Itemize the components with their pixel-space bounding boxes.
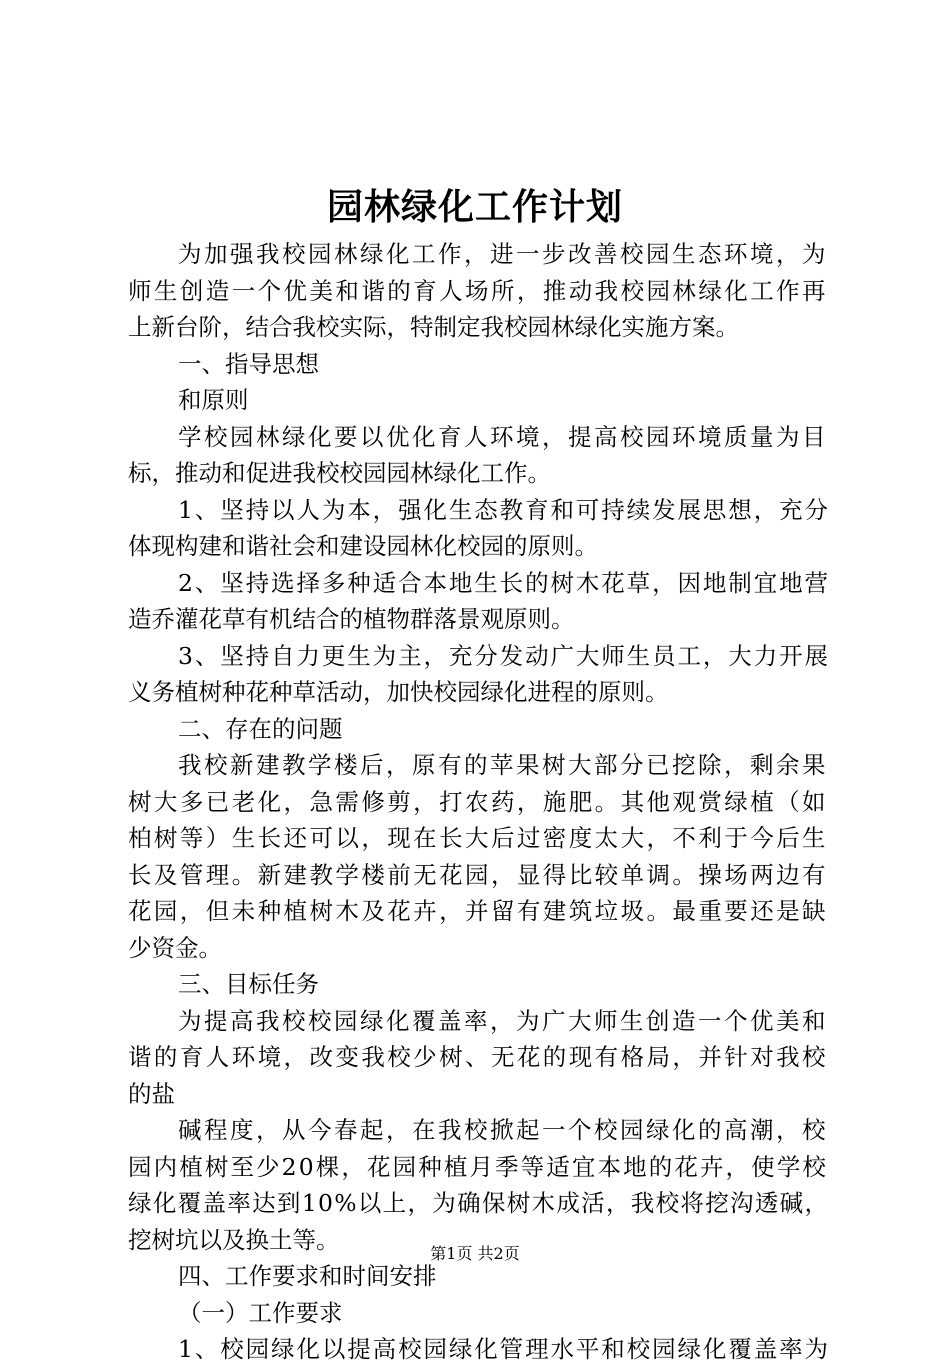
text-line [128,492,828,529]
text-line-content: 学校园林绿化要以优化育人环境，提高校园环境质量为目 [178,422,828,451]
text-line-content: 挖树坑以及换土等。 [128,1225,340,1254]
text-line-content: 三、目标任务 [178,970,319,998]
text-line [128,711,828,748]
text-line-content: 我校新建教学楼后，原有的苹果树大部分已挖除，剩余果 [178,751,828,779]
text-line [128,346,828,383]
text-line-content: 花园，但未种植树木及花卉，并留有建筑垃圾。最重要还是缺 [128,897,828,925]
text-line [128,857,828,894]
text-line-content: 1、坚持以人为本，强化生态教育和可持续发展思想，充分 [178,495,830,524]
text-line-content: 园内植树至少20棵，花园种植月季等适宜本地的花卉，使学校 [128,1152,828,1181]
text-line-content: 和原则 [178,386,249,414]
text-line [128,820,828,857]
text-line [128,528,828,565]
text-line [128,565,828,602]
text-line-content: 1、校园绿化以提高校园绿化管理水平和校园绿化覆盖率为 [178,1335,830,1363]
text-line-content: 师生创造一个优美和谐的育人场所，推动我校园林绿化工作再 [128,276,828,305]
text-line-content: 标，推动和促进我校校园园林绿化工作。 [128,459,551,487]
text-line-content: 造乔灌花草有机结合的植物群落景观原则。 [128,605,575,633]
text-line-content: 为提高我校校园绿化覆盖率，为广大师生创造一个优美和 [178,1006,828,1035]
text-line [128,784,828,821]
text-line-content: 碱程度，从今春起，在我校掀起一个校园绿化的高潮，校 [178,1116,828,1144]
text-line-content: 二、存在的问题 [178,714,343,743]
text-line [128,236,828,273]
text-line [128,747,828,784]
text-line-content: 上新台阶，结合我校实际，特制定我校园林绿化实施方案。 [128,313,739,341]
text-line-content: 3、坚持自力更生为主，充分发动广大师生员工，大力开展 [178,641,830,670]
document-body [128,236,828,1368]
text-line [128,601,828,638]
text-line-content: 柏树等）生长还可以，现在长大后过密度太大，不利于今后生 [128,824,828,852]
text-line [128,930,828,967]
text-line [128,382,828,419]
text-line [128,1112,828,1149]
text-line [128,638,828,675]
text-line-content: 长及管理。新建教学楼前无花园，显得比较单调。操场两边有 [128,860,828,889]
text-line [128,419,828,456]
text-line-content: 四、工作要求和时间安排 [178,1262,437,1290]
text-line-content: 一、指导思想 [178,349,319,378]
text-line [128,1076,828,1113]
text-line [128,966,828,1003]
text-line [128,1149,828,1186]
text-line-content: 树大多已老化，急需修剪，打农药，施肥。其他观赏绿植（如 [128,787,828,816]
text-line [128,674,828,711]
text-line-content: 绿化覆盖率达到10%以上，为确保树木成活，我校将挖沟透碱， [128,1189,830,1217]
text-line [128,1003,828,1040]
text-line [128,309,828,346]
text-line [128,1039,828,1076]
text-line-content: 少资金。 [128,933,222,962]
text-line-content: 2、坚持选择多种适合本地生长的树木花草，因地制宜地营 [178,568,830,597]
text-line-content: 体现构建和谐社会和建设园林化校园的原则。 [128,532,598,560]
text-line [128,1331,828,1368]
text-line-content: （一）工作要求 [178,1298,343,1327]
text-line [128,455,828,492]
text-line-content: 为加强我校园林绿化工作，进一步改善校园生态环境，为 [178,240,828,268]
text-line [128,893,828,930]
text-line [128,1185,828,1222]
page-footer: 第1页 共2页 [430,1244,520,1263]
text-line-content: 谐的育人环境，改变我校少树、无花的现有格局，并针对我校 [128,1043,828,1071]
text-line [128,273,828,310]
document-title: 园林绿化工作计划 [326,186,623,228]
text-line-content: 义务植树种花种草活动，加快校园绿化进程的原则。 [128,678,669,706]
text-line [128,1295,828,1332]
text-line-content: 的盐 [128,1079,175,1108]
